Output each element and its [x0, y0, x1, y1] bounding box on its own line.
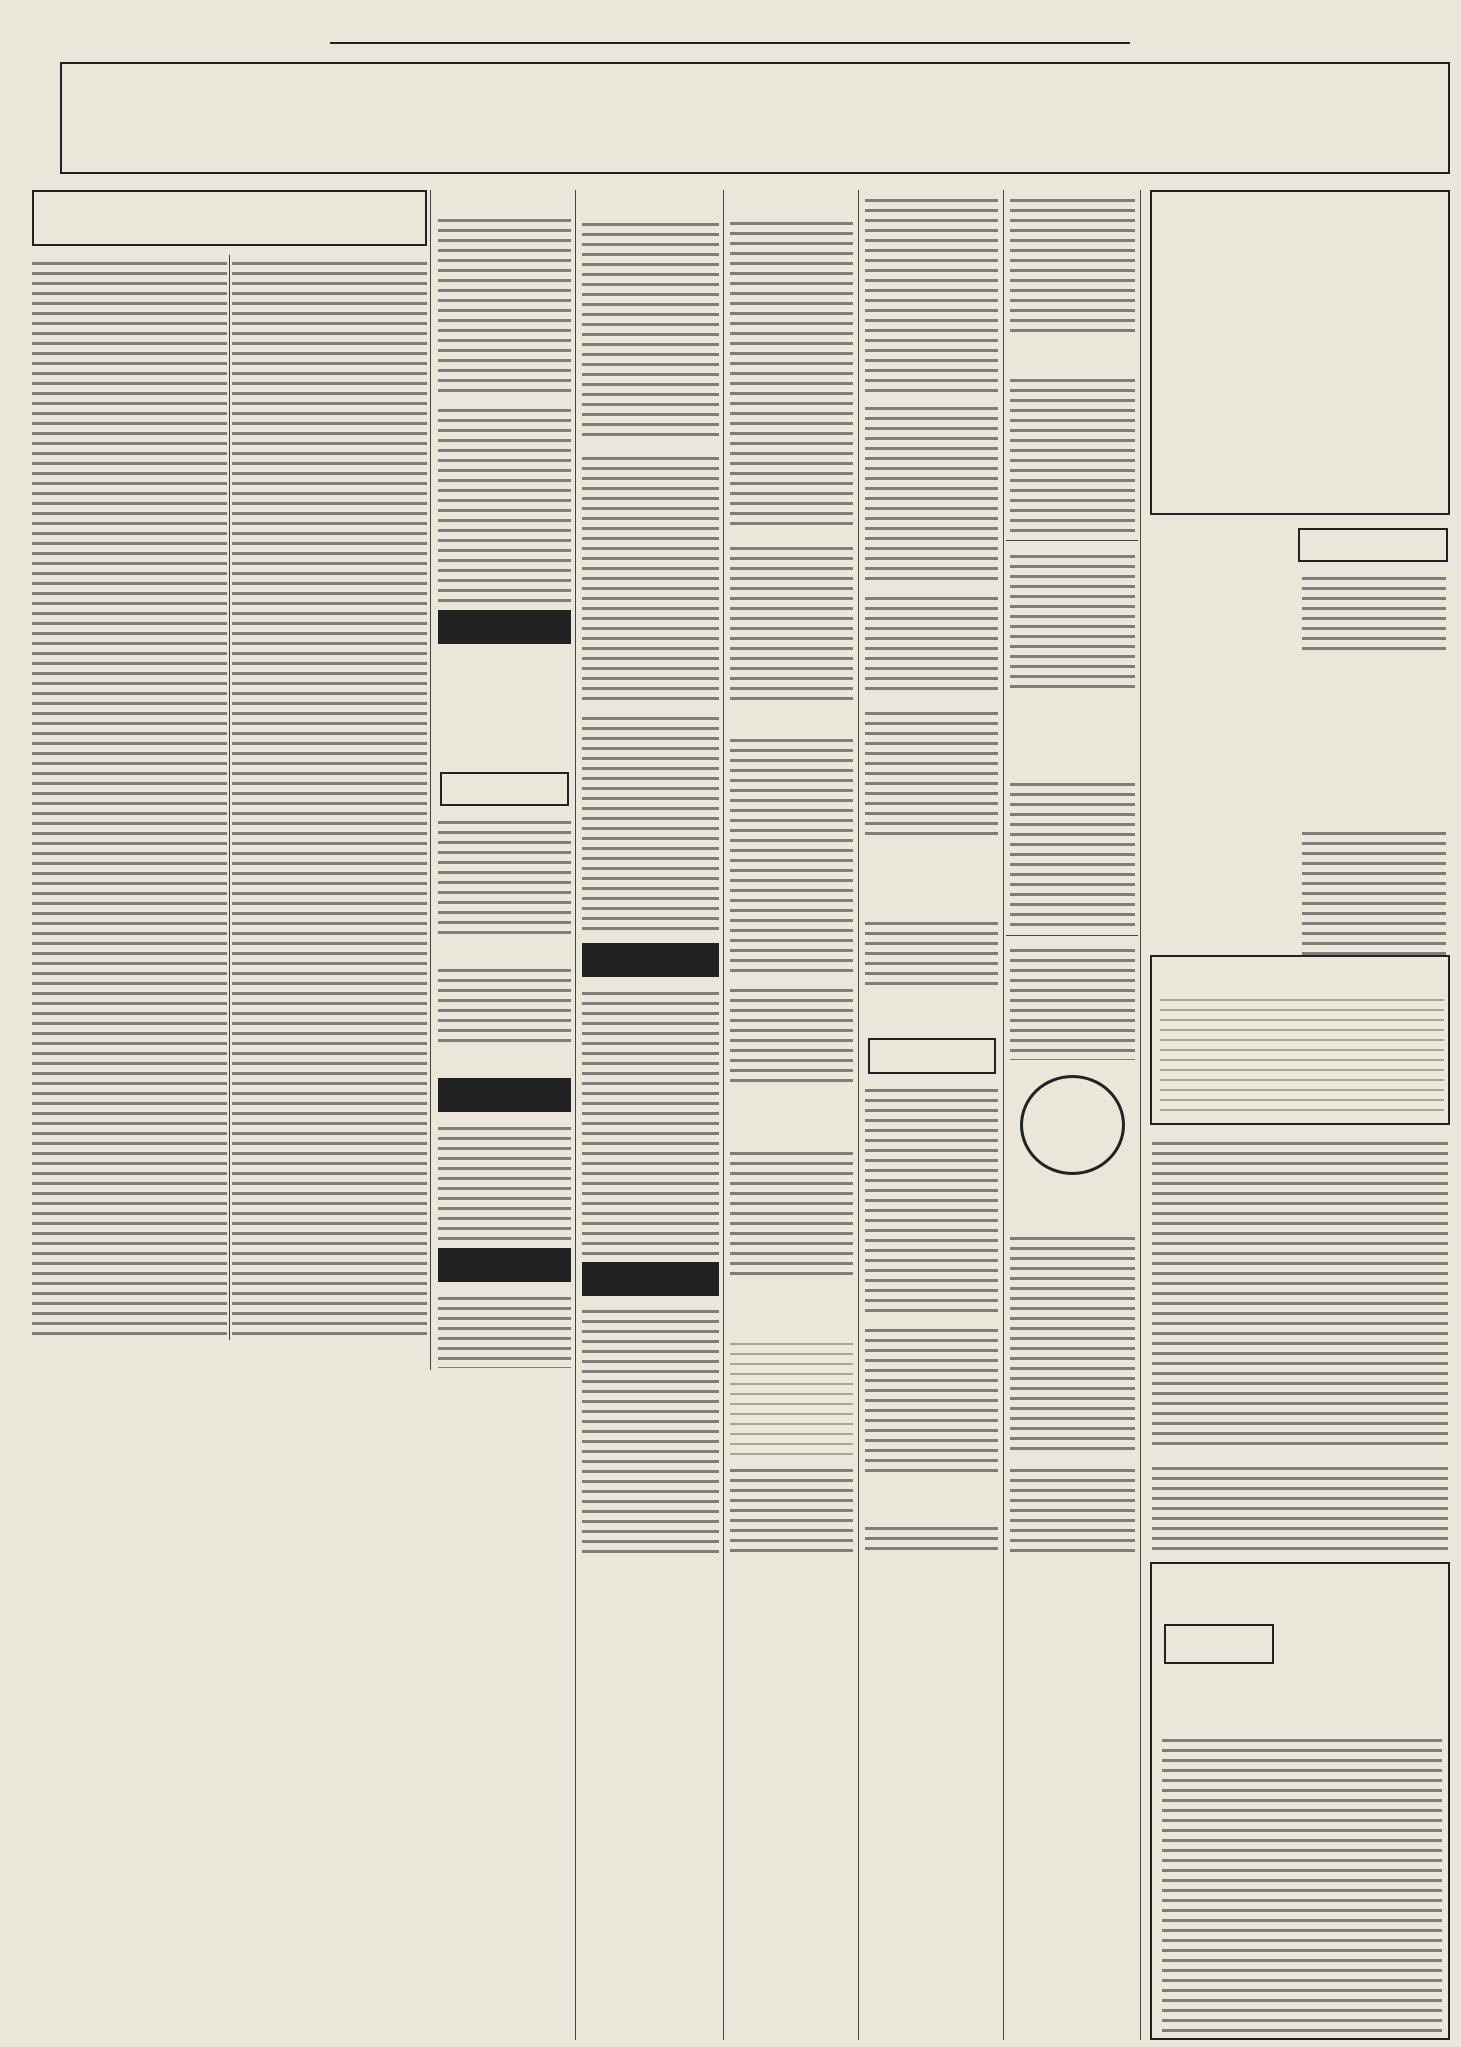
body-text-filler [865, 1322, 998, 1472]
body-text-filler [865, 400, 998, 580]
body-text-filler [730, 1145, 853, 1275]
body-text-filler [582, 710, 719, 935]
ad-divider [1006, 935, 1138, 936]
body-text-filler [438, 1120, 571, 1242]
section-schools [438, 610, 571, 644]
body-text-filler [730, 732, 853, 972]
body-text-filler [1152, 1135, 1448, 1450]
masthead-box [60, 62, 1450, 174]
cinema-listings [32, 255, 227, 1335]
body-text-filler [438, 814, 571, 934]
column-rule [575, 190, 576, 2040]
phone-box [1150, 190, 1450, 515]
alin-company-seal [1020, 1075, 1125, 1175]
column-rule [858, 190, 859, 2040]
body-text-filler [730, 215, 853, 530]
section-employment-2 [868, 1038, 996, 1074]
cinema-listings [232, 255, 427, 1335]
body-text-filler [865, 1520, 998, 1555]
ad-divider [1006, 540, 1138, 541]
body-text-filler [865, 1082, 998, 1312]
section-pharmacies [438, 1248, 571, 1282]
section-private-tutoring [438, 1078, 571, 1112]
header-rule [330, 42, 1130, 44]
body-text-filler [1152, 1460, 1448, 1555]
schaub-lorenz-ad [1150, 1562, 1450, 2040]
body-text-filler [730, 982, 853, 1082]
body-text-filler [438, 212, 571, 392]
body-text-filler [582, 1303, 719, 1555]
section-jobseekers [582, 1262, 719, 1296]
body-text-filler [865, 590, 998, 695]
body-text-filler [1010, 372, 1135, 532]
body-text-filler [1010, 548, 1135, 690]
body-text-filler [582, 216, 719, 441]
body-text-filler [730, 540, 853, 700]
recruit-ad-box [1150, 955, 1450, 1125]
body-text-filler [582, 985, 719, 1255]
section-partner [582, 943, 719, 977]
body-text-filler [865, 915, 998, 985]
body-text-filler [1302, 570, 1446, 655]
body-text-filler [1162, 1732, 1442, 2032]
body-text-filler [438, 962, 571, 1042]
body-text-filler [1010, 776, 1135, 926]
schaub-lorenz-logo [1164, 1624, 1274, 1664]
body-text-filler [1010, 192, 1135, 332]
body-text-filler [865, 192, 998, 392]
column-rule [430, 190, 431, 1370]
body-text-filler [1302, 825, 1446, 955]
body-text-filler [438, 1290, 571, 1368]
cinema-title-box [32, 190, 427, 246]
body-text-filler [1010, 1230, 1135, 1455]
body-text-filler [865, 705, 998, 835]
column-rule [229, 255, 230, 1340]
body-text-filler [1160, 991, 1444, 1119]
section-employment-3 [440, 772, 569, 806]
body-text-filler [438, 402, 571, 602]
body-text-filler [582, 450, 719, 700]
body-text-filler [1010, 942, 1135, 1060]
column-rule [1140, 190, 1141, 2040]
column-rule [1003, 190, 1004, 2040]
body-text-filler [1010, 1462, 1135, 1557]
section-employment-1 [1298, 528, 1448, 562]
body-text-filler [730, 1335, 853, 1455]
body-text-filler [730, 1462, 853, 1557]
column-rule [723, 190, 724, 2040]
leading-manufacturing-ad [1150, 525, 1295, 795]
